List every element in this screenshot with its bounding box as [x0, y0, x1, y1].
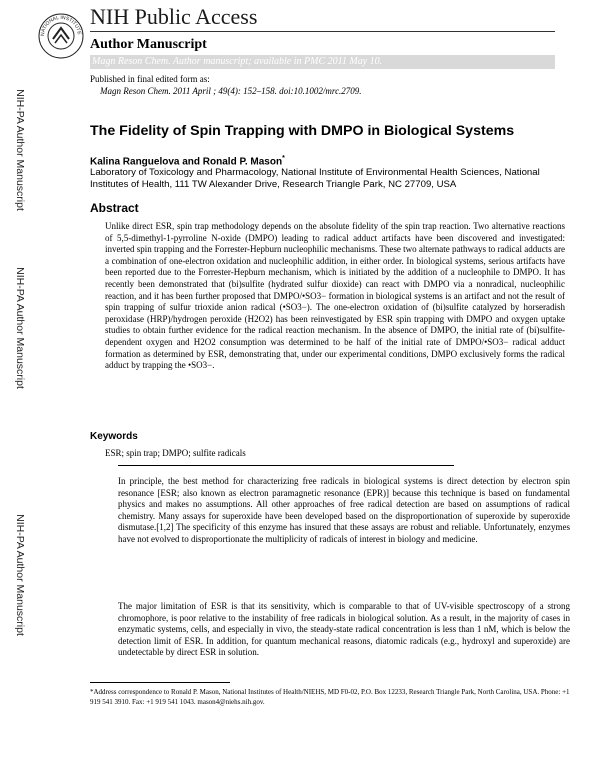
- abstract-text: Unlike direct ESR, spin trap methodology depends on the absolute fidelity of the spin trap reaction. Two alternative reactions of 5,5-dimethyl-1-pyrroline N-oxide (DMPO) leading to radical adduct artifacts have been discovered and investigated: inverted spin trapping and the Forrester-Hepburn nucleophilic mechanisms. These two alternate pathways to radical adducts are a combination of one-electron oxidation and nucleophilic addition, in either order. In biological systems, serious artifacts have been reported due to the Forrester-Hepburn mechanism, which is initiated by the addition of a nucleophile to DMPO. It has recently been demonstrated that (bi)sulfite (hydrated sulfur dioxide) can react with DMPO via a nonradical, nucleophilic reaction, and it has been further proposed that DMPO/•SO3− formation in biological systems is an artifact and not the result of spin trapping of sulfur trioxide anion radical (•SO3−). The one-electron oxidation of (bi)sulfite catalyzed by horseradish peroxidase (HRP)/hydrogen peroxide (H2O2) has been reinvestigated by ESR spin trapping with DMPO and oxygen uptake studies to obtain further evidence for the radical reaction mechanism. In the absence of DMPO, the initial rate of (bi)sulfite-dependent oxygen and H2O2 consumption was determined to be half of the initial rate of DMPO/•SO3− radical adduct formation as determined by ESR, demonstrating that, under our experimental conditions, DMPO exclusively forms the radical adduct by trapping the •SO3−.: [105, 221, 566, 371]
- body-paragraph-1: In principle, the best method for characterizing free radicals in biological systems is direct detection by electron spin resonance [ESR; also known as electron paramagnetic resonance (EPR)] because this technique is based on fundamental physics and makes no assumptions. All other approaches of free radical detection are based on assumptions of radical chemistry. Many assays for superoxide have been developed based on the disproportionation of superoxide by superoxide dismutase.[1,2] The specificity of this enzyme has insured that these assays are robust and reliable. Unfortunately, enzymes have not evolved to disproportionate the multiplicity of radicals of interest in biology and medicine.: [118, 476, 570, 544]
- author-mark: *: [282, 155, 285, 162]
- keywords: ESR; spin trap; DMPO; sulfite radicals: [105, 448, 246, 458]
- availability-text: Magn Reson Chem. Author manuscript; available in PMC 2011 May 10.: [92, 56, 383, 67]
- footnote-divider: [90, 682, 230, 683]
- correspondence-footnote: *Address correspondence to Ronald P. Mason, National Institutes of Health/NIEHS, MD F0-02, P.O. Box 12233, Research Triangle Park, North Carolina, USA. Phone: +1 919 541 3910. Fax: +1 919 541 1043. mason4@niehs.nih.gov.: [90, 688, 570, 706]
- side-label-1: NIH-PA Author Manuscript: [14, 89, 26, 211]
- author-names: Kalina Ranguelova and Ronald P. Mason: [90, 156, 283, 168]
- availability-bar: [90, 55, 555, 69]
- citation-text: Magn Reson Chem. 2011 April ; 49(4): 152–158. doi:10.1002/mrc.2709.: [100, 86, 362, 96]
- side-label-3: NIH-PA Author Manuscript: [14, 514, 26, 636]
- affiliation: Laboratory of Toxicology and Pharmacology, National Institute of Environmental Health Sciences, National Institutes of Health, 111 TW Alexander Drive, Research Triangle Park, NC 27709, USA: [90, 167, 540, 190]
- nih-logo: [36, 6, 86, 66]
- side-label-2: NIH-PA Author Manuscript: [14, 267, 26, 389]
- keywords-heading: Keywords: [90, 431, 138, 442]
- published-in-label: Published in final edited form as:: [90, 74, 210, 84]
- abstract-heading: Abstract: [90, 201, 139, 215]
- author-manuscript-label: Author Manuscript: [90, 37, 207, 52]
- citation: [100, 86, 362, 96]
- header-divider: [90, 31, 555, 32]
- authors: [90, 155, 285, 167]
- body-paragraph-2: The major limitation of ESR is that its sensitivity, which is comparable to that of UV-visible spectroscopy of a strong chromophore, is poor relative to the instability of free radicals in biological solution. As a result, in the majority of cases in enzymatic systems, cells, and especially in vivo, the steady-state radical concentration is less than 1 nM, which is below the detection limit of ESR. In addition, for quantum mechanical reasons, diatomic radicals (e.g., hydroxyl and superoxide) are undetectable by direct ESR in solution.: [118, 601, 570, 658]
- nih-public-access-title: NIH Public Access: [90, 4, 258, 29]
- section-divider: [118, 465, 454, 466]
- logo-text: NATIONAL INSTITUTE: [39, 14, 82, 37]
- paper-title: The Fidelity of Spin Trapping with DMPO in Biological Systems: [90, 123, 515, 139]
